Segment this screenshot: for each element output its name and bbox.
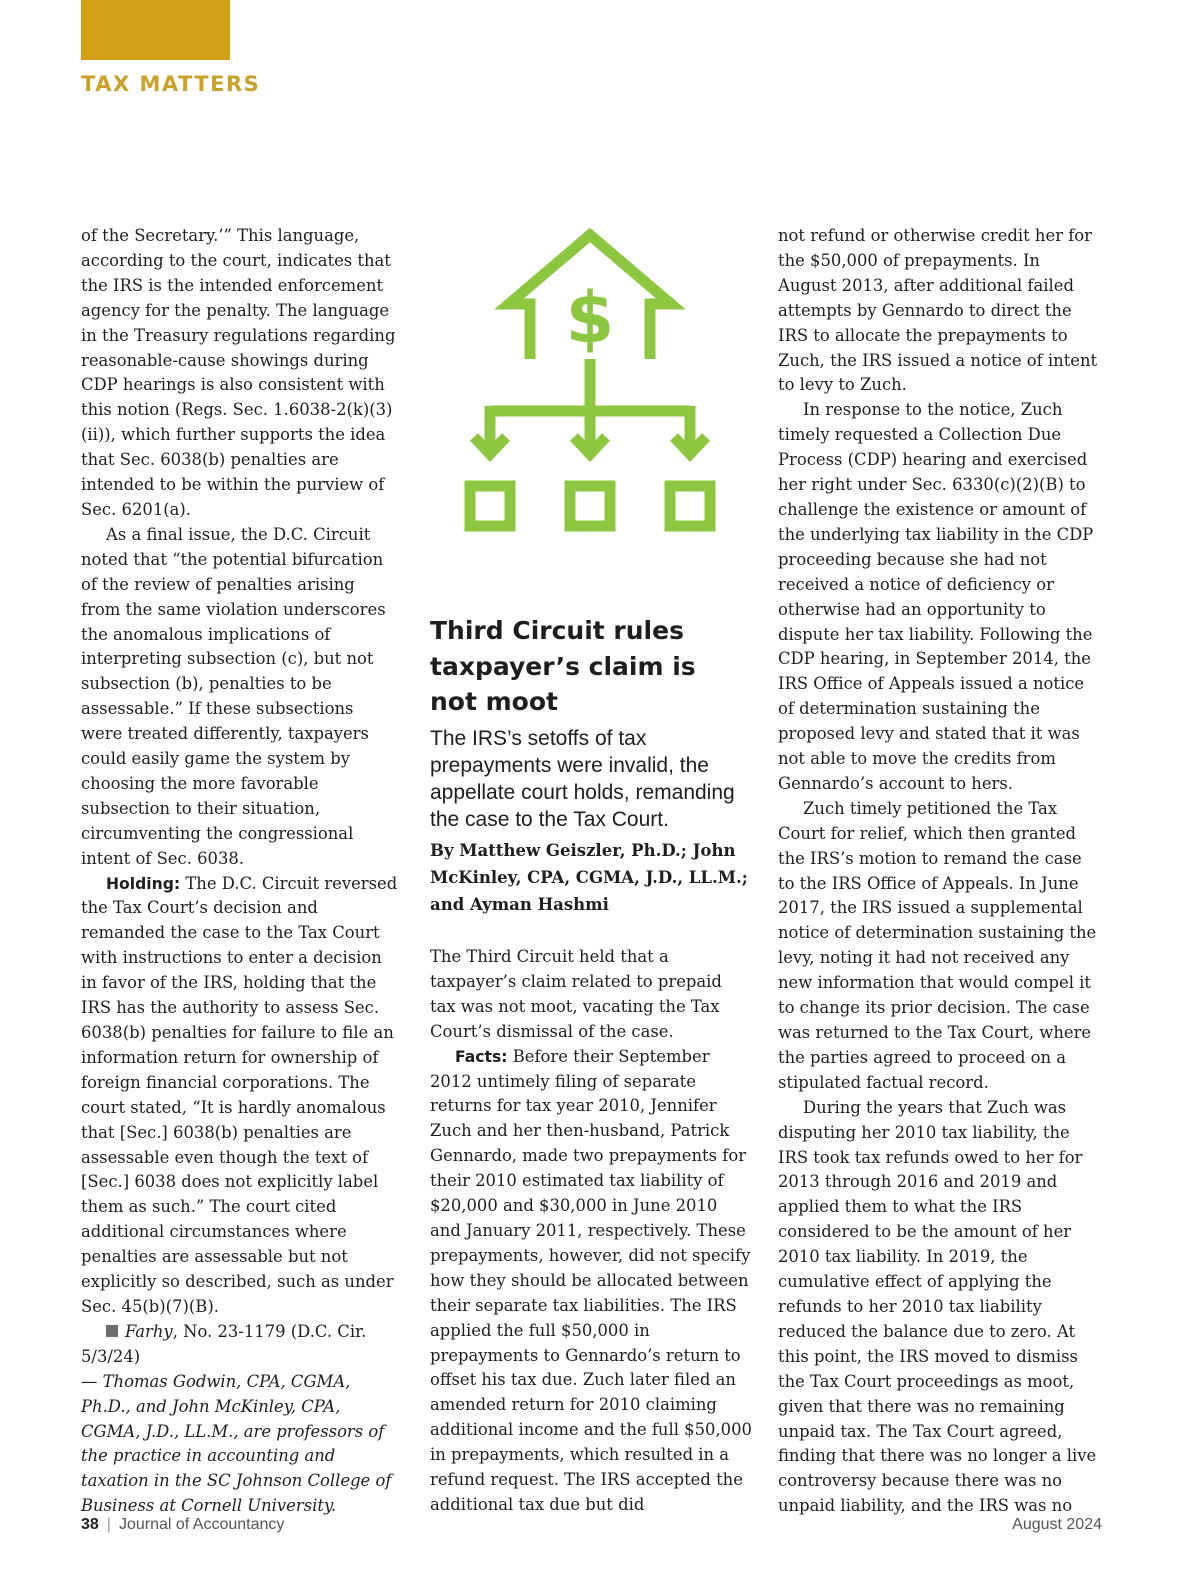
end-mark-icon xyxy=(106,1325,118,1337)
column-middle xyxy=(430,945,752,1518)
section-color-bar xyxy=(81,0,230,60)
section-label: TAX MATTERS xyxy=(81,72,261,96)
dollar-sign: $ xyxy=(565,277,615,359)
article-headline: Third Circuit rules taxpayer’s claim is not moot xyxy=(430,616,696,716)
paragraph: The Third Circuit held that a taxpayer’s claim related to prepaid tax was not moot, vacating the Tax Court’s dismissal of the case. xyxy=(430,947,722,1041)
article-byline: By Matthew Geiszler, Ph.D.; John McKinley, CPA, CGMA, J.D., LL.M.; and Ayman Hashmi xyxy=(430,841,748,914)
house-dollar-flowchart-icon xyxy=(456,226,726,536)
holding-text: The D.C. Circuit reversed the Tax Court’s decision and remanded the case to the Tax Court with instructions to enter a decision in favor of the IRS, holding that the IRS has the authority to assess Sec. 6038(b) penalties for failure to file an information return for ownership of foreign financial corporations. The court stated, “It is hardly anomalous that [Sec.] 6038(b) penalties are assessable even though the text of [Sec.] 6038 does not explicitly label them as such.” The court cited additional circumstances where penalties are assessable but not explicitly so described, such as under Sec. 45(b)(7)(B). xyxy=(81,873,398,1316)
paragraph: Zuch timely petitioned the Tax Court for relief, which then granted the IRS’s motion to remand the case to the IRS Office of Appeals. In June 2017, the IRS issued a supplemental notice of determination sustaining the levy, noting it had not received any new information that would compel it to change its prior decision. The case was returned to the Tax Court, where the parties agreed to proceed on a stipulated factual record. xyxy=(778,798,1097,1092)
case-cite: , No. 23-1179 (D.C. Cir. 5/3/24) xyxy=(81,1321,367,1366)
case-citation xyxy=(81,1320,399,1370)
paragraph: During the years that Zuch was disputing her 2010 tax liability, the IRS took tax refunds owed to her for 2013 through 2016 and 2019 and applied them to what the IRS considered to be the amount of her 2010 tax liability. In 2019, the cumulative effect of applying the refunds to her 2010 tax liability reduced the balance due to zero. At this point, the IRS moved to dismiss the Tax Court proceedings as moot, given that there was no remaining unpaid tax. The Tax Court agreed, finding that there was no longer a live controversy because there was no unpaid liability, and the IRS was no xyxy=(778,1097,1097,1516)
holding-paragraph xyxy=(81,872,399,1320)
facts-text: Before their September 2012 untimely filing of separate returns for tax year 2010, Jennifer Zuch and her then-husband, Patrick Gennardo, made two prepayments for their 2010 estimated tax liability of $20,000 and $30,000 in June 2010 and January 2011, respectively. These prepayments, however, did not specify how they should be allocated between their separate tax liabilities. The IRS applied the full $50,000 in prepayments to Gennardo’s return to offset his tax due. Zuch later filed an amended return for 2010 claiming additional income and the full $50,000 in prepayments, which resulted in a refund request. The IRS accepted the additional tax due but did xyxy=(430,1046,752,1514)
paragraph: of the Secretary.’” This language, according to the court, indicates that the IRS is the intended enforcement agency for the penalty. The language in the Treasury regulations regarding reasonable-cause showings during CDP hearings is also consistent with this notion (Regs. Sec. 1.6038-2(k)(3)(ii)), which further supports the idea that Sec. 6038(b) penalties are intended to be within the purview of Sec. 6201(a). xyxy=(81,226,396,519)
footer-separator: | xyxy=(106,1516,111,1533)
column-right xyxy=(778,224,1098,1519)
facts-paragraph xyxy=(430,1045,752,1518)
paragraph: As a final issue, the D.C. Circuit noted that “the potential bifurcation of the review of penalties arising from the same violation underscores the anomalous implications of interpreting subsection (c), but not subsection (b), penalties to be assessable.” If these subsections were treated differently, taxpayers could easily game the system by choosing the more favorable subsection to their situation, circumventing the congressional intent of Sec. 6038. xyxy=(81,524,386,868)
issue-date: August 2024 xyxy=(1012,1516,1102,1533)
paragraph: In response to the notice, Zuch timely requested a Collection Due Process (CDP) hearing and exercised her right under Sec. 6330(c)(2)(B) to challenge the existence or amount of the underlying tax liability in the CDP proceeding because she had not received a notice of deficiency or otherwise had an opportunity to dispute her tax liability. Following the CDP hearing, in September 2014, the IRS Office of Appeals issued a notice of determination sustaining the proposed levy and stated that it was not able to move the credits from Gennardo’s account to hers. xyxy=(778,400,1094,793)
page-number: 38 xyxy=(81,1516,99,1533)
column-left xyxy=(81,224,399,1519)
footer-left xyxy=(81,1516,284,1534)
paragraph: not refund or otherwise credit her for the $50,000 of prepayments. In August 2013, after additional failed attempts by Gennardo to direct the IRS to allocate the prepayments to Zuch, the IRS issued a notice of intent to levy to Zuch. xyxy=(778,226,1098,395)
publication-name: Journal of Accountancy xyxy=(118,1516,285,1533)
author-credit: — Thomas Godwin, CPA, CGMA, Ph.D., and John McKinley, CPA, CGMA, J.D., LL.M., are professors of the practice in accounting and taxation in the SC Johnson College of Business at Cornell University. xyxy=(81,1371,392,1516)
article-deck: The IRS’s setoffs of tax prepayments were invalid, the appellate court holds, remanding the case to the Tax Court. xyxy=(430,727,735,831)
case-name: Farhy xyxy=(125,1321,173,1341)
facts-label: Facts: xyxy=(455,1047,508,1066)
holding-label: Holding: xyxy=(106,874,181,893)
